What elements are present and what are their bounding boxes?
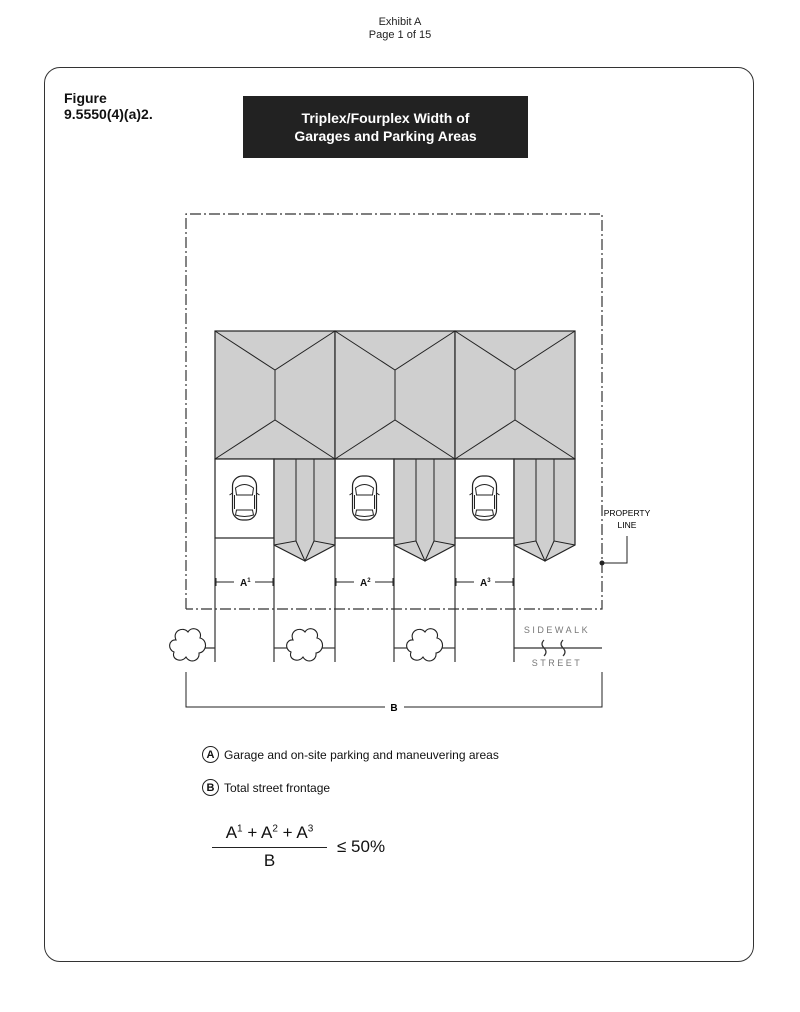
- street-label: STREET: [531, 658, 583, 668]
- unit-1-roof: [215, 331, 335, 459]
- porch-3: [514, 459, 575, 561]
- porch-1: [274, 459, 335, 561]
- dim-label-a1: $A^1$: [240, 578, 251, 589]
- tree-1: [170, 629, 206, 661]
- formula-denominator: B: [263, 851, 276, 870]
- figure-title: Triplex/Fourplex Width of Garages and Parking Areas: [243, 96, 528, 158]
- dim-label-a3: $A^3$: [480, 578, 491, 589]
- dimension-b-line: [186, 672, 602, 707]
- unit-3-roof: [455, 331, 575, 459]
- legend-item-b: [202, 779, 330, 796]
- property-line-label-2: LINE: [617, 520, 637, 530]
- property-line-leader: [602, 536, 627, 563]
- formula-numerator: $A^1 + A^2 + A^3$: [212, 823, 327, 848]
- street-edge: [198, 640, 602, 656]
- legend-text-b: Total street frontage: [224, 780, 331, 795]
- legend-key-b: B: [202, 779, 219, 796]
- dim-label-a2: $A^2$: [360, 578, 371, 589]
- porch-2: [394, 459, 455, 561]
- tree-3: [407, 629, 443, 661]
- legend-key-a: A: [202, 746, 219, 763]
- tree-2: [287, 629, 323, 661]
- sidewalk-label: SIDEWALK: [523, 625, 591, 635]
- legend-item-a: [202, 746, 499, 763]
- dim-label-b: B: [390, 703, 398, 714]
- formula-relation: ≤ 50%: [337, 837, 386, 856]
- driveways: [215, 538, 514, 662]
- legend-text-a: Garage and on-site parking and maneuvering areas: [224, 747, 499, 762]
- garage-1: [215, 459, 274, 538]
- garage-3: [455, 459, 514, 538]
- property-line-label-1: PROPERTY: [603, 508, 651, 518]
- garage-2: [335, 459, 394, 538]
- unit-2-roof: [335, 331, 455, 459]
- exhibit-label: Exhibit A: [378, 16, 422, 28]
- page-number: Page 1 of 15: [368, 29, 432, 41]
- ratio-formula: [212, 823, 386, 871]
- figure-number: Figure 9.5550(4)(a)2.: [64, 90, 153, 122]
